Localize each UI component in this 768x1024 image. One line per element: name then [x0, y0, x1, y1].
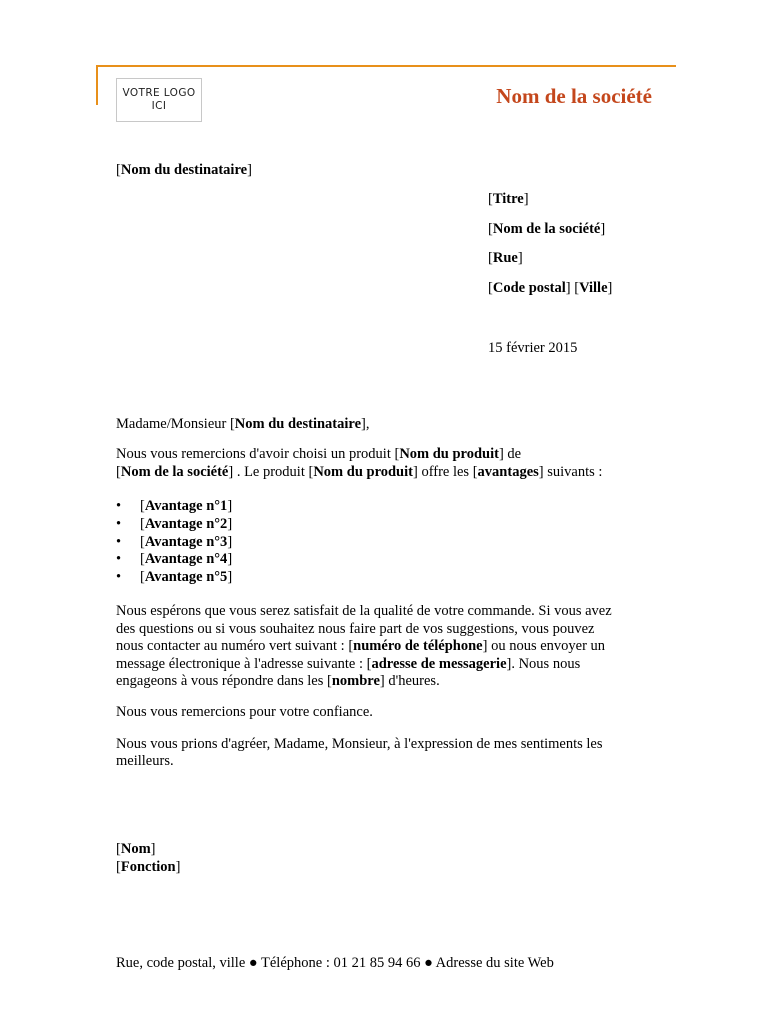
- body-text: nous contacter au numéro vert suivant : [: [116, 638, 354, 654]
- address-company: [Nom de la société]: [488, 221, 606, 237]
- bullet-icon: •: [116, 569, 122, 586]
- benefit-item: • [Avantage n°3]: [116, 533, 233, 550]
- recipient-name: Nom du destinataire: [120, 162, 248, 178]
- address-postal-code: Code postal: [492, 280, 566, 296]
- signature-role: [Fonction]: [116, 859, 181, 875]
- address-title: [Titre]: [488, 191, 529, 207]
- benefits-list: [116, 498, 232, 587]
- logo-text-line2: ICI: [151, 100, 167, 112]
- signature-name: [Nom]: [116, 841, 156, 857]
- address-street: [Rue]: [488, 250, 523, 266]
- salutation-name: Nom du destinataire: [234, 416, 362, 432]
- benefit-label: Avantage n°2: [144, 515, 228, 532]
- address-title-value: Titre: [492, 191, 524, 207]
- closing-line-1: Nous vous prions d'agréer, Madame, Monsieur, à l'expression de mes sentiments les: [116, 736, 603, 752]
- benefit-item: • [Avantage n°5]: [116, 569, 233, 586]
- body-text: ]. Nous nous: [506, 656, 581, 672]
- benefit-label: Avantage n°1: [144, 498, 228, 514]
- body-line-2: des questions ou si vous souhaitez nous faire part de vos suggestions, vous pouvez: [116, 621, 595, 637]
- signature-role-value: Fonction: [120, 859, 176, 875]
- company-title: Nom de la société: [496, 84, 652, 108]
- header-accent-line: [96, 65, 676, 67]
- logo-placeholder: [116, 78, 202, 122]
- body-line-4: [116, 656, 656, 674]
- signature-name-value: Nom: [120, 841, 151, 857]
- footer-contact: Rue, code postal, ville ● Téléphone : 01 21 85 94 66 ● Adresse du site Web: [116, 955, 554, 971]
- body-text: message électronique à l'adresse suivante : [: [116, 656, 372, 672]
- body-text: ] ou nous envoyer un: [482, 638, 606, 654]
- benefit-item: • [Avantage n°1]: [116, 498, 233, 514]
- header-accent-bar: [96, 65, 98, 105]
- benefit-item: • [Avantage n°4]: [116, 551, 233, 568]
- body-line-3: [116, 638, 656, 656]
- logo-text-line1: VOTRE LOGO: [122, 87, 196, 99]
- address-company-value: Nom de la société: [492, 221, 601, 237]
- salutation-suffix: ],: [361, 416, 370, 432]
- benefit-item: • [Avantage n°2]: [116, 515, 233, 532]
- company-name: Nom de la société: [120, 464, 229, 480]
- intro-text: ] . Le produit [: [228, 464, 314, 480]
- body-text: engageons à vous répondre dans les [: [116, 673, 332, 689]
- phone-placeholder: numéro de téléphone: [353, 638, 483, 654]
- thanks-line: Nous vous remercions pour votre confiance.: [116, 704, 373, 720]
- intro-text: Nous vous remercions d'avoir choisi un produit [: [116, 446, 400, 462]
- address-city: Ville: [579, 280, 608, 296]
- body-line-1: Nous espérons que vous serez satisfait de la qualité de votre commande. Si vous avez: [116, 603, 612, 619]
- address-street-value: Rue: [492, 250, 518, 266]
- intro-line-1: [116, 446, 656, 464]
- benefit-label: Avantage n°4: [144, 551, 228, 568]
- body-line-5: [116, 673, 656, 691]
- intro-text: ] suivants :: [538, 464, 603, 480]
- body-text: ] d'heures.: [379, 673, 440, 689]
- bullet-icon: •: [116, 533, 122, 550]
- bullet-icon: •: [116, 551, 122, 568]
- benefit-label: Avantage n°5: [144, 569, 228, 586]
- benefit-label: Avantage n°3: [144, 533, 228, 550]
- intro-text: ] de: [498, 446, 522, 462]
- address-postal-city: [Code postal] [Ville]: [488, 280, 613, 296]
- hours-placeholder: nombre: [331, 673, 380, 689]
- recipient-name-block: [Nom du destinataire]: [116, 162, 252, 178]
- salutation-prefix: Madame/Monsieur [: [116, 416, 235, 432]
- email-placeholder: adresse de messagerie: [371, 656, 507, 672]
- intro-line-2: [116, 464, 656, 482]
- product-name: Nom du produit: [399, 446, 499, 462]
- intro-text: ] offre les [: [412, 464, 478, 480]
- product-name: Nom du produit: [313, 464, 413, 480]
- bullet-icon: •: [116, 498, 122, 514]
- salutation: [116, 416, 656, 434]
- closing-line-2: meilleurs.: [116, 753, 174, 769]
- benefits-label: avantages: [477, 464, 539, 480]
- bullet-icon: •: [116, 515, 122, 532]
- intro-text: [: [116, 464, 121, 480]
- letter-date: 15 février 2015: [488, 340, 578, 356]
